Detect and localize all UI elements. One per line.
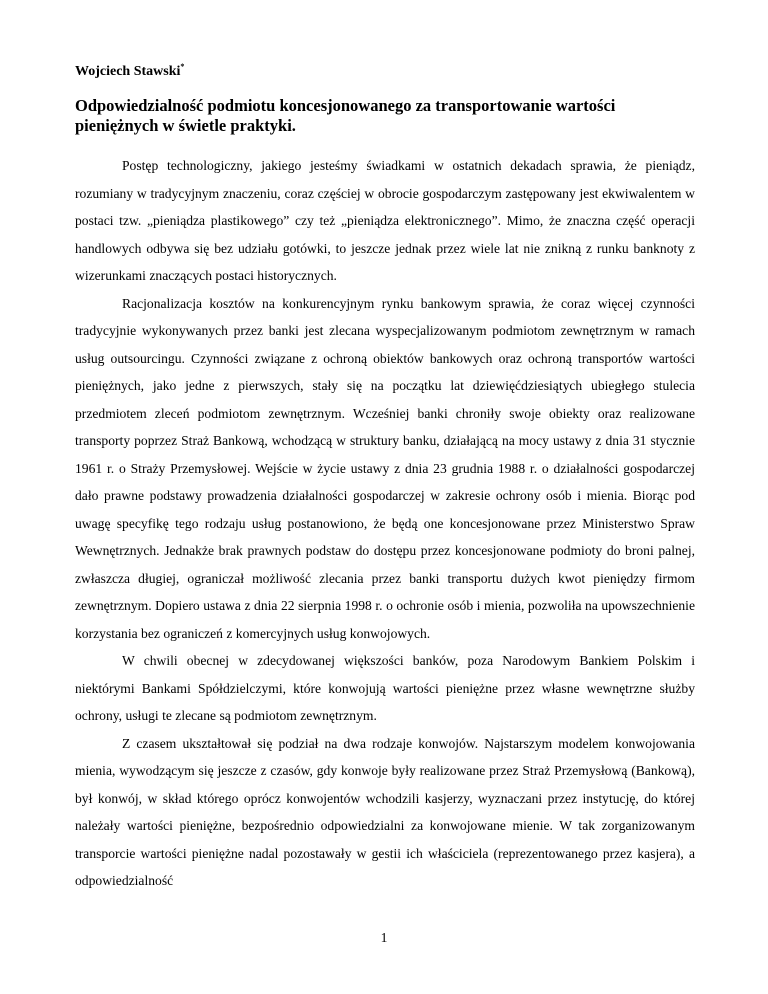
document-title: Odpowiedzialność podmiotu koncesjonowanego za transportowanie wartości pieniężnych w świetle praktyki. xyxy=(75,96,616,135)
paragraph: W chwili obecnej w zdecydowanej większości banków, poza Narodowym Bankiem Polskim i niektórymi Bankami Spółdzielczymi, które konwojują wartości pieniężne przez własne wewnętrzne służby ochrony, usługi te zlecane są podmiotom zewnętrznym. xyxy=(75,653,695,723)
page-number: 1 xyxy=(380,930,388,945)
author-name xyxy=(75,62,184,80)
author-name-text: Wojciech Stawski xyxy=(75,64,181,79)
document-body xyxy=(75,152,695,895)
paragraph: Postęp technologiczny, jakiego jesteśmy świadkami w ostatnich dekadach sprawia, że pieniądz, rozumiany w tradycyjnym znaczeniu, coraz częściej w obrocie gospodarczym zastępowany jest ekwiwalentem w postaci tzw. „pieniądza plastikowego” czy też „pieniądza elektronicznego”. Mimo, że znaczna część operacji handlowych odbywa się bez udziału gotówki, to jeszcze jednak przez wiele lat nie znikną z runku banknoty z wizerunkami znaczących postaci historycznych. xyxy=(75,158,695,283)
author-footnote-mark: * xyxy=(180,62,185,71)
paragraph: Racjonalizacja kosztów na konkurencyjnym rynku bankowym sprawia, że coraz więcej czynności tradycyjnie wykonywanych przez banki jest zlecana wyspecjalizowanym podmiotom zewnętrznym w ramach usług outsourcingu. Czynności związane z ochroną obiektów bankowych oraz ochroną transportów wartości pieniężnych, jako jedne z pierwszych, stały się na początku lat dziewięćdziesiątych ubiegłego stulecia przedmiotem zleceń podmiotom zewnętrznym. Wcześniej banki chroniły swoje obiekty oraz realizowane transporty poprzez Straż Bankową, wchodzącą w struktury banku, działającą na mocy ustawy z dnia 31 stycznie 1961 r. o Straży Przemysłowej. Wejście w życie ustawy z dnia 23 grudnia 1988 r. o działalności gospodarczej dało prawne podstawy prowadzenia działalności gospodarczej w zakresie ochrony osób i mienia. Biorąc pod uwagę specyfikę tego rodzaju usług postanowiono, że będą one koncesjonowane przez Ministerstwo Spraw Wewnętrznych. Jednakże brak prawnych podstaw do dostępu przez koncesjonowane podmioty do broni palnej, zwłaszcza długiej, ograniczał możliwość zlecania przez banki transportu dużych kwot pieniędzy firmom zewnętrznym. Dopiero ustawa z dnia 22 sierpnia 1998 r. o ochronie osób i mienia, pozwoliła na upowszechnienie korzystania bez ograniczeń z komercyjnych usług konwojowych. xyxy=(75,295,695,641)
paragraph: Z czasem ukształtował się podział na dwa rodzaje konwojów. Najstarszym modelem konwojowania mienia, wywodzącym się jeszcze z czasów, gdy konwoje były realizowane przez Straż Przemysłową (Bankową), był konwój, w skład którego oprócz konwojentów wchodzili kasjerzy, wyznaczani przez instytucję, do której należały wartości pieniężne, bezpośrednio odpowiedzialni za konwojowane mienie. W tak zorganizowanym transporcie wartości pieniężne nadal pozostawały w gestii ich właściciela (reprezentowanego przez kasjera), a odpowiedzialność xyxy=(75,735,695,888)
